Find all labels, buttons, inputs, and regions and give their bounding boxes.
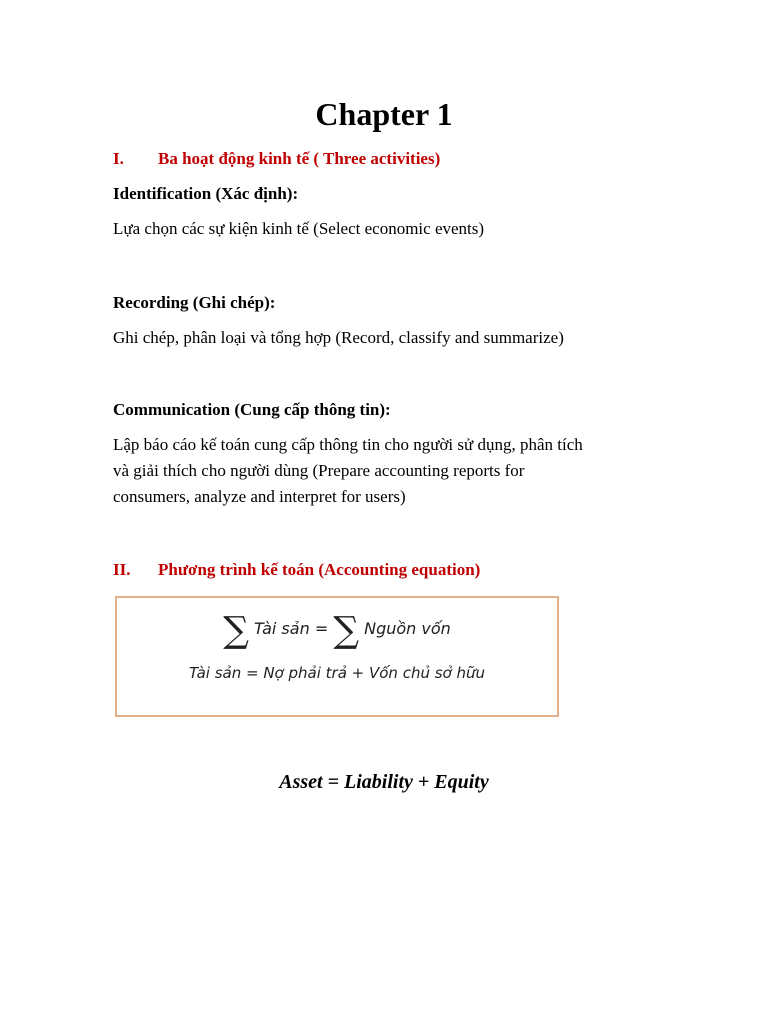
paragraph-line: consumers, analyze and interpret for users) <box>113 487 406 506</box>
equation-sum-line <box>117 610 557 651</box>
paragraph-line: và giải thích cho người dùng (Prepare accounting reports for <box>113 461 525 480</box>
sigma-symbol: ∑ <box>333 610 360 651</box>
sigma-symbol: ∑ <box>223 610 249 651</box>
subheading-recording: Recording (Ghi chép): <box>113 293 276 312</box>
equation-capital: Nguồn vốn <box>364 619 451 638</box>
equation-breakdown-line: Tài sản = Nợ phải trả + Vốn chủ sở hữu <box>188 664 486 682</box>
section-title-1: Ba hoạt động kinh tế ( Three activities) <box>158 149 441 168</box>
equation-assets: Tài sản <box>254 619 310 638</box>
section-number-2: II. <box>113 560 131 579</box>
equation-image <box>115 596 559 717</box>
paragraph-recording: Ghi chép, phân loại và tổng hợp (Record, classify and summarize) <box>113 328 564 347</box>
chapter-title: Chapter 1 <box>315 96 453 132</box>
section-title-2: Phương trình kế toán (Accounting equation) <box>158 560 481 579</box>
equation-equals: = <box>314 619 329 638</box>
section-heading-1 <box>113 148 440 170</box>
subheading-identification: Identification (Xác định): <box>113 184 299 203</box>
section-heading-2 <box>113 559 480 581</box>
paragraph-line: Lập báo cáo kế toán cung cấp thông tin cho người sử dụng, phân tích <box>113 435 583 454</box>
section-number-1: I. <box>113 149 124 168</box>
asset-equation: Asset = Liability + Equity <box>279 771 489 793</box>
paragraph-identification: Lựa chọn các sự kiện kinh tế (Select economic events) <box>113 219 485 238</box>
subheading-communication: Communication (Cung cấp thông tin): <box>113 400 391 419</box>
paragraph-communication <box>113 432 583 510</box>
